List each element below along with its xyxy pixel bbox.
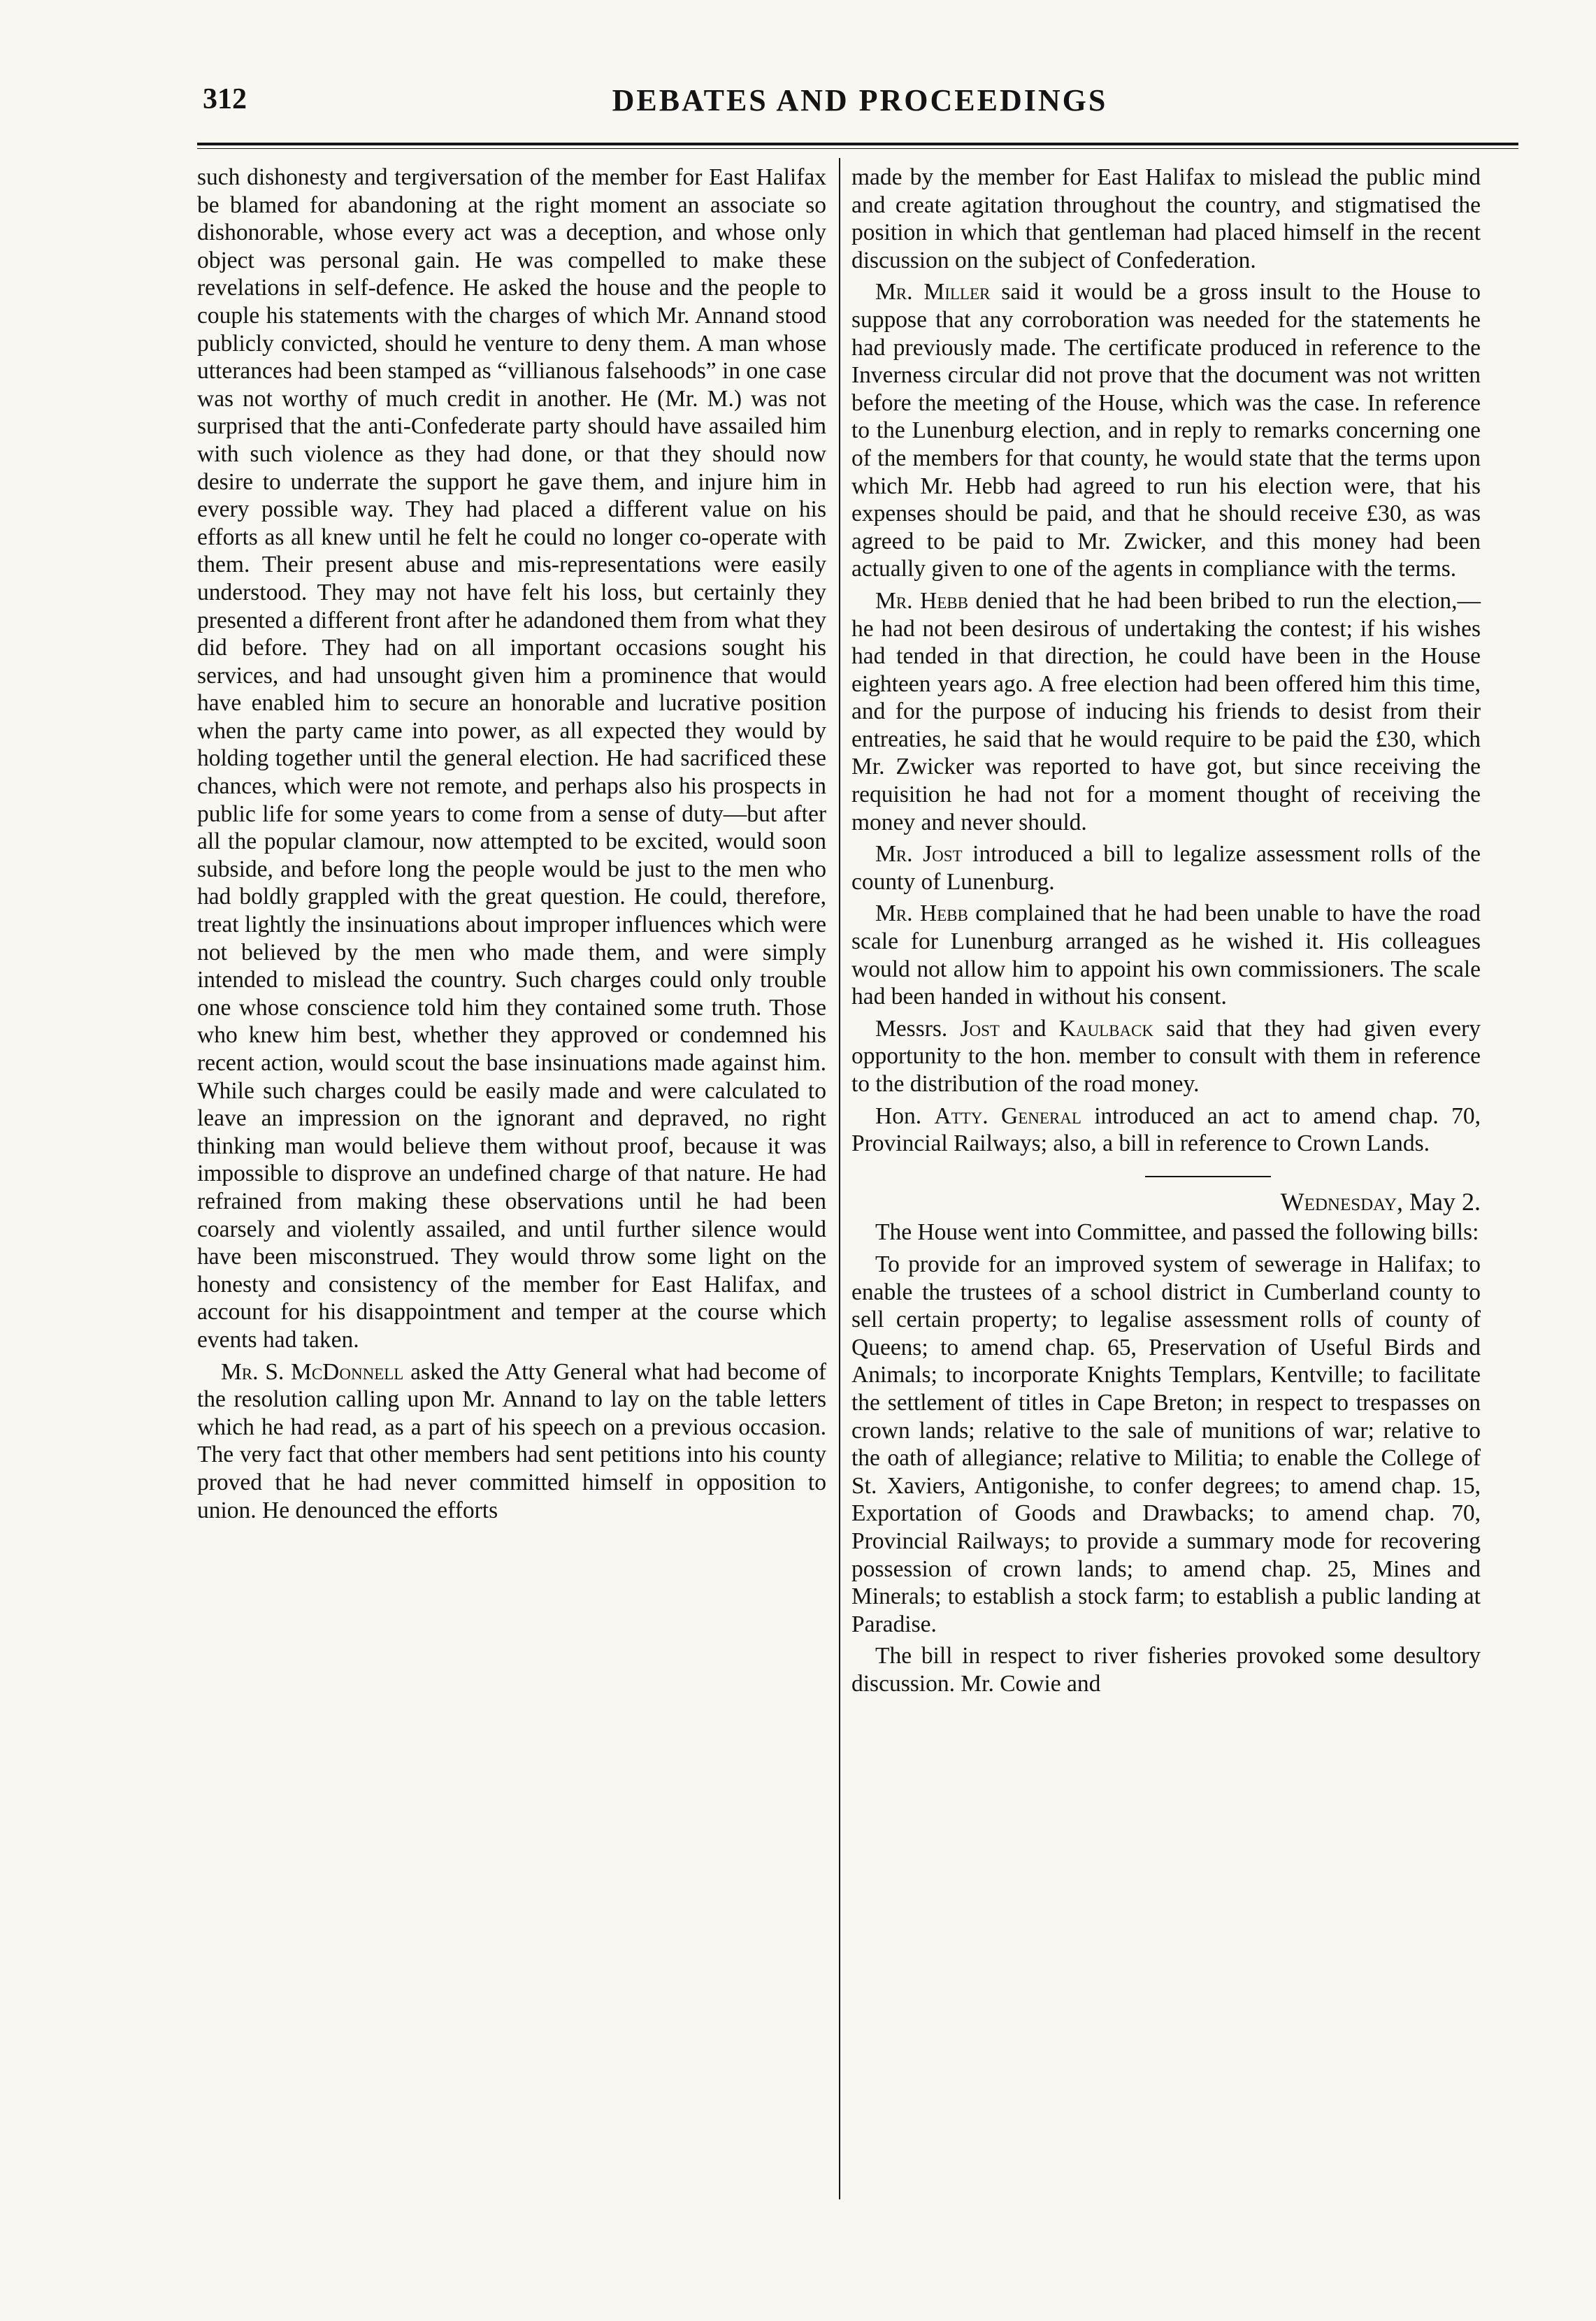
- left-column: [197, 164, 826, 1528]
- paragraph: [851, 1015, 1481, 1098]
- header-rule-thin: [197, 148, 1518, 149]
- date-heading-date: , May 2.: [1397, 1187, 1481, 1216]
- column-divider: [839, 158, 840, 2199]
- header-rule: [197, 143, 1518, 145]
- speaker-name: Mr. Hebb: [875, 900, 968, 927]
- paragraph: The bill in respect to river fisheries provoked some desultory discussion. Mr. Cowie and: [851, 1643, 1481, 1697]
- speaker-name: Mr. Miller: [875, 279, 991, 306]
- page-number: 312: [203, 83, 247, 115]
- right-column: [851, 164, 1481, 1702]
- paragraph-text: introduced an act to amend chap. 70, Provincial Railways; also, a bill in reference to Crown Lands.: [851, 1102, 1481, 1157]
- paragraph-text: complained that he had been unable to have the road scale for Lunenburg arranged as he wished it. His colleagues would not allow him to appoint his own commissioners. The scale had been handed in without his consent.: [851, 900, 1481, 1010]
- paragraph: The House went into Committee, and passed the following bills:: [875, 1219, 1479, 1246]
- speaker-name: Atty. General: [934, 1102, 1081, 1129]
- paragraph: made by the member for East Halifax to mislead the public mind and create agitation throughout the country, and stigmatised the position in which that gentleman had placed himself in the recent discussion on the subject of Confederation.: [851, 164, 1481, 273]
- paragraph: [851, 278, 1481, 583]
- paragraph: [851, 587, 1481, 836]
- paragraph: [851, 900, 1481, 1010]
- paragraph: [197, 1358, 826, 1525]
- date-heading: [851, 1188, 1481, 1216]
- paragraph-text: asked the Atty General what had become of the resolution calling upon Mr. Annand to lay on the table letters which he had read, as a part of his speech on a previous occasion. The very fact that other members had sent petitions into his county proved that he had never committed himself in opposition to union. He denounced the efforts: [197, 1358, 827, 1523]
- speaker-name: Kaulback: [1058, 1015, 1154, 1042]
- speaker-name: Mr. Hebb: [875, 587, 968, 614]
- date-heading-day: Wednesday: [1280, 1187, 1397, 1216]
- speaker-name: Mr. Jost: [875, 841, 963, 868]
- page-header: [203, 82, 1517, 124]
- speaker-prefix: Hon.: [875, 1102, 935, 1129]
- paragraph-text: said that they had given every opportunity to the hon. member to consult with them in reference to the distribution of the road money.: [851, 1015, 1481, 1097]
- paragraph: To provide for an improved system of sewerage in Halifax; to enable the trustees of a school district in Cumberland county to sell certain property; to legalise assessment rolls of county of Queens; to amend chap. 65, Preservation of Useful Birds and Animals; to incorporate Knights Templars, Kentville; to facilitate the settlement of titles in Cape Breton; in respect to trespasses on crown lands; relative to the sale of munitions of war; relative to the oath of allegiance; relative to Militia; to enable the College of St. Xaviers, Antigonishe, to confer degrees; to amend chap. 15, Exportation of Goods and Drawbacks; to amend chap. 70, Provincial Railways; to provide a summary mode for recovering possession of crown lands; to amend chap. 25, Mines and Minerals; to establish a stock farm; to establish a public landing at Paradise.: [851, 1251, 1481, 1637]
- paragraph-text: said it would be a gross insult to the House to suppose that any corroboration was needed for the statements he had previously made. The certificate produced in reference to the Inverness circular did not prove that the document was not written before the meeting of the House, which was the case. In reference to the Lunenburg election, and in reply to remarks concerning one of the members for that county, he would state that the terms upon which Mr. Hebb had agreed to run his election were, that his expenses should be paid, and that he should receive £30, as was agreed to be paid to Mr. Zwicker, and this money had been actually given to one of the agents in compliance with the terms.: [851, 279, 1481, 582]
- speaker-name: Mr. S. McDonnell: [221, 1358, 404, 1385]
- paragraph: [851, 1102, 1481, 1158]
- conjunction: and: [999, 1015, 1059, 1042]
- paragraph-text: introduced a bill to legalize assessment rolls of the county of Lunenburg.: [851, 841, 1481, 895]
- paragraph: [851, 840, 1481, 896]
- section-rule: [1145, 1176, 1271, 1177]
- running-title: DEBATES AND PROCEEDINGS: [612, 83, 1108, 117]
- paragraph: such dishonesty and tergiversation of the member for East Halifax be blamed for abandoning at the right moment an associate so dishonorable, whose every act was a deception, and whose only object was personal gain. He was compelled to make these revelations in self-defence. He asked the house and the people to couple his statements with the charges of which Mr. Annand stood publicly convicted, should he venture to deny them. A man whose utterances had been stamped as “villianous falsehoods” in one case was not worthy of much credit in another. He (Mr. M.) was not surprised that the anti-Confederate party should have assailed him with such violence as they had done, or that they should now desire to underrate the support he gave them, and injure him in every possible way. They had placed a different value on his efforts as all knew until he felt he could no longer co-operate with them. Their present abuse and mis-representations were easily understood. They may not have felt his loss, but certainly they presented a different front after he adandoned them from what they did before. They had on all important occasions sought his services, and had unsought given him a prominence that would have enabled him to secure an honorable and lucrative position when the party came into power, as all expected they would by holding together until the general election. He had sacrificed these chances, which were not remote, and perhaps also his prospects in public life for some years to come from a sense of duty—but after all the popular clamour, now attempted to be excited, would soon subside, and before long the people would be just to the men who had boldly grappled with the great question. He could, therefore, treat lightly the insinuations about improper influences which were not believed by the men who made them, and were simply intended to mislead the country. Such charges could only trouble one whose conscience told him they contained some truth. Those who knew him best, whether they approved or condemned his recent action, would scout the base insinuations made against him. While such charges could be easily made and were calculated to leave an impression on the ignorant and depraved, no right thinking man would believe them without proof, because it was impossible to disprove an undefined charge of that nature. He had refrained from making these observations until he had been coarsely and violently assailed, and until further silence would have been misconstrued. They would throw some light on the honesty and consistency of the member for East Halifax, and account for his disappointment and temper at the course which events had taken.: [197, 164, 826, 1353]
- speaker-name: Jost: [960, 1015, 1000, 1042]
- paragraph-text: denied that he had been bribed to run the election,—he had not been desirous of undertaking the contest; if his wishes had tended in that direction, he could have been in the House eighteen years ago. A free election had been offered him this time, and for the purpose of inducing his friends to desist from their entreaties, he said that he would require to be paid the £30, which Mr. Zwicker was reported to have got, but since receiving the requisition he had not for a moment thought of receiving the money and never should.: [851, 587, 1481, 835]
- speaker-prefix: Messrs.: [875, 1015, 961, 1042]
